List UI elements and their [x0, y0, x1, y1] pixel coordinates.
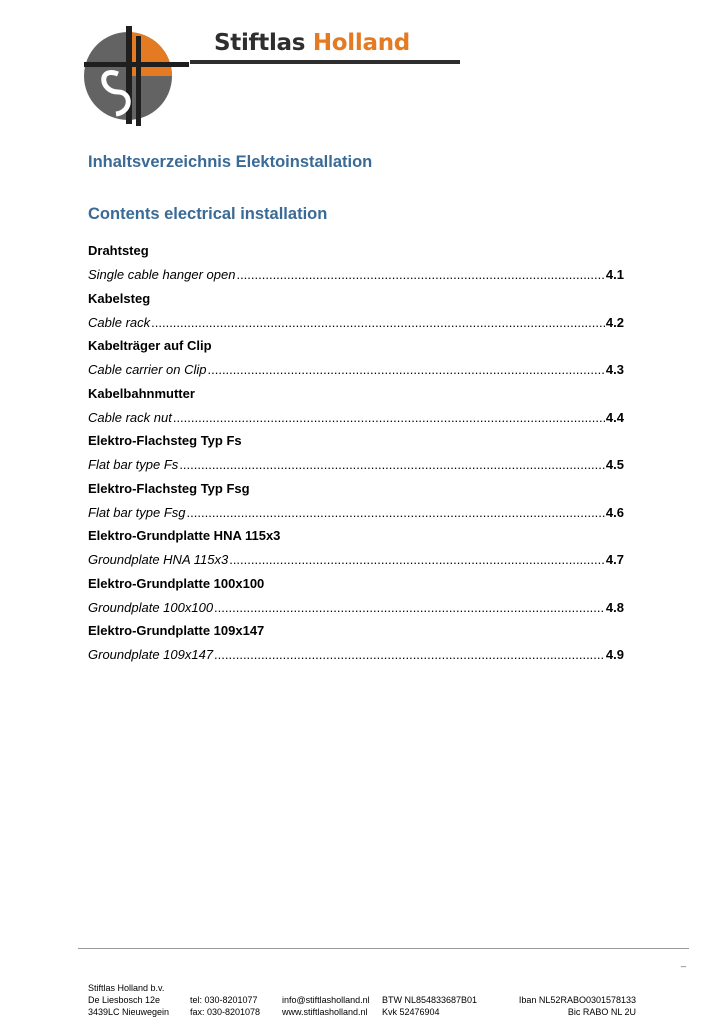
- toc-entry-title: Groundplate HNA 115x3: [88, 552, 229, 567]
- toc-leader-dots: [229, 550, 605, 570]
- footer-registration: [382, 982, 477, 1018]
- footer-city: 3439LC Nieuwegein: [88, 1007, 170, 1017]
- toc-entry-number: 4.8: [605, 599, 624, 615]
- footer-iban: Iban NL52RABO0301578133: [518, 995, 636, 1005]
- toc-entry[interactable]: [88, 550, 624, 574]
- toc-entry-title: Groundplate 100x100: [88, 599, 214, 615]
- toc-entry-number: 4.9: [605, 647, 624, 662]
- toc-heading: Kabelsteg: [88, 290, 151, 306]
- footer-email[interactable]: info@stiftlasholland.nl: [282, 995, 370, 1005]
- toc-leader-dots: [151, 313, 605, 333]
- toc-entry-number: 4.5: [605, 457, 624, 472]
- toc-entry-number: 4.6: [605, 504, 624, 520]
- toc-leader-dots: [214, 645, 605, 665]
- toc-entry[interactable]: [88, 265, 624, 289]
- toc-entry[interactable]: [88, 313, 624, 337]
- toc-entry-number: 4.3: [605, 362, 624, 377]
- toc-entry-number: 4.4: [605, 409, 624, 425]
- toc-entry-title: Groundplate 109x147: [88, 647, 214, 662]
- toc-entry-title: Cable rack: [88, 314, 151, 330]
- footer-contact: [282, 982, 370, 1018]
- toc-entry-number: 4.7: [605, 552, 624, 567]
- footer-tel: tel: 030-8201077: [190, 995, 258, 1005]
- footer-address: [88, 982, 169, 1018]
- footer-street: De Liesbosch 12e: [88, 995, 161, 1005]
- footer-company: Stiftlas Holland b.v.: [88, 983, 165, 993]
- footer-bic: Bic RABO NL 2U: [567, 1007, 636, 1017]
- toc-leader-dots: [214, 598, 605, 618]
- heading-english: Contents electrical installation: [88, 205, 328, 223]
- toc-entry-number: 4.1: [605, 267, 624, 282]
- toc-entry[interactable]: [88, 455, 624, 479]
- toc-entry[interactable]: [88, 503, 624, 527]
- toc-entry[interactable]: [88, 360, 624, 384]
- toc-entry[interactable]: [88, 598, 624, 622]
- logo-underline: [190, 60, 460, 64]
- table-of-contents: [88, 241, 624, 669]
- toc-leader-dots: [187, 503, 605, 523]
- brand-name: [214, 30, 410, 56]
- brand-name-dark: Stiftlas: [214, 30, 306, 56]
- footer-divider: [78, 948, 689, 949]
- toc-heading: Elektro-Grundplatte 100x100: [88, 575, 265, 591]
- toc-entry[interactable]: [88, 408, 624, 432]
- footer-fax: fax: 030-8201078: [190, 1007, 261, 1017]
- logo-circle-orange: [128, 32, 172, 76]
- toc-heading: Elektro-Flachsteg Typ Fsg: [88, 480, 250, 496]
- toc-heading: Elektro-Flachsteg Typ Fs: [88, 433, 242, 448]
- toc-leader-dots: [173, 408, 605, 428]
- footer-btw: BTW NL854833687B01: [382, 995, 478, 1005]
- page-mark: _: [681, 957, 687, 967]
- toc-heading: Kabelträger auf Clip: [88, 338, 212, 353]
- footer-phone: [190, 982, 260, 1018]
- toc-heading: Kabelbahnmutter: [88, 385, 195, 401]
- footer-bank: [519, 982, 636, 1018]
- toc-entry[interactable]: [88, 645, 624, 669]
- toc-leader-dots: [236, 265, 604, 285]
- toc-leader-dots: [208, 360, 605, 380]
- heading-german: Inhaltsverzeichnis Elektoinstallation: [88, 153, 373, 171]
- toc-heading: Drahtsteg: [88, 243, 149, 258]
- toc-entry-title: Cable carrier on Clip: [88, 362, 207, 377]
- brand-name-orange: Holland: [312, 30, 410, 56]
- toc-entry-title: Cable rack nut: [88, 409, 172, 425]
- toc-leader-dots: [179, 455, 605, 475]
- toc-entry-number: 4.2: [605, 314, 624, 330]
- footer-web[interactable]: www.stiftlasholland.nl: [282, 1007, 368, 1017]
- toc-entry-title: Single cable hanger open: [88, 267, 236, 282]
- toc-entry-title: Flat bar type Fs: [88, 457, 179, 472]
- toc-heading: Elektro-Grundplatte HNA 115x3: [88, 528, 281, 543]
- footer-kvk: Kvk 52476904: [382, 1007, 440, 1017]
- toc-heading: Elektro-Grundplatte 109x147: [88, 623, 265, 638]
- logo-vertical-2: [136, 36, 141, 126]
- toc-entry-title: Flat bar type Fsg: [88, 504, 186, 520]
